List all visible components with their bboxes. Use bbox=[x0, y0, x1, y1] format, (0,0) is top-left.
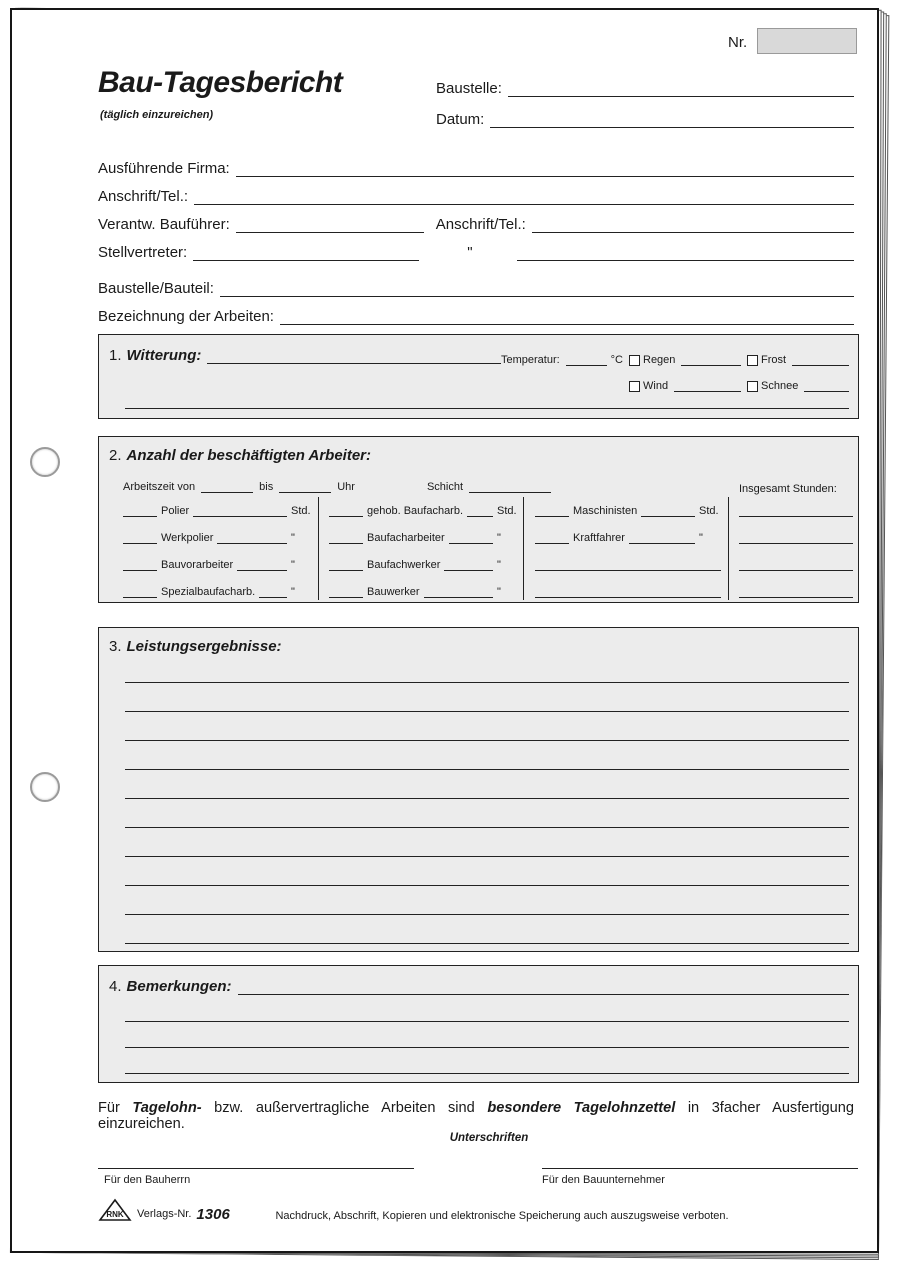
leistung-title-row bbox=[109, 638, 282, 655]
verlag-label: Verlags-Nr. bbox=[137, 1208, 192, 1220]
worker-label: Kraftfahrer bbox=[573, 532, 625, 544]
worker-blank-line[interactable] bbox=[535, 568, 721, 571]
worker-row bbox=[123, 557, 313, 571]
worker-hours-line[interactable] bbox=[641, 514, 695, 517]
worker-unit: " bbox=[699, 532, 703, 544]
leistung-line[interactable] bbox=[125, 711, 849, 712]
worker-count-line[interactable] bbox=[329, 568, 363, 571]
note-part: in 3facher Ausfertigung einzureichen. bbox=[98, 1100, 855, 1132]
worker-hours-line[interactable] bbox=[424, 595, 493, 598]
copyright-notice: Nachdruck, Abschrift, Kopieren und elektronische Speicherung auch auszugsweise verboten. bbox=[275, 1210, 729, 1222]
worker-unit: Std. bbox=[497, 505, 517, 517]
temperatur-label: Temperatur: bbox=[501, 354, 560, 366]
total-hours-row bbox=[739, 557, 853, 571]
form-title: Bau-Tagesbericht bbox=[98, 66, 343, 99]
worker-hours-line[interactable] bbox=[629, 541, 695, 544]
worker-hours-line[interactable] bbox=[467, 514, 493, 517]
schicht-label: Schicht bbox=[426, 481, 464, 493]
worker-label: Maschinisten bbox=[573, 505, 638, 517]
unterschriften-label: Unterschriften bbox=[449, 1132, 529, 1144]
form-page bbox=[10, 8, 879, 1253]
worker-count-line[interactable] bbox=[123, 541, 157, 544]
note-part: bzw. außervertragliche Arbeiten sind bbox=[214, 1100, 475, 1116]
frost-group bbox=[747, 354, 849, 366]
leistung-line[interactable] bbox=[125, 943, 849, 944]
bemerkungen-line[interactable] bbox=[125, 1073, 849, 1074]
leistung-line[interactable] bbox=[125, 856, 849, 857]
leistung-line[interactable] bbox=[125, 885, 849, 886]
nr-input-box[interactable] bbox=[757, 28, 857, 54]
temperatur-line[interactable] bbox=[566, 363, 607, 366]
leistung-line[interactable] bbox=[125, 798, 849, 799]
worker-label: Bauwerker bbox=[367, 586, 420, 598]
worker-unit: " bbox=[291, 586, 295, 598]
worker-hours-line[interactable] bbox=[237, 568, 287, 571]
field-row-bauführer bbox=[98, 216, 854, 233]
bauherr-label: Für den Bauherrn bbox=[104, 1174, 191, 1186]
worker-row bbox=[123, 584, 313, 598]
worker-count-line[interactable] bbox=[329, 541, 363, 544]
bezeichnung-line[interactable] bbox=[280, 322, 854, 325]
worker-row bbox=[535, 530, 721, 544]
leistung-line[interactable] bbox=[125, 769, 849, 770]
bauführer-line[interactable] bbox=[236, 230, 424, 233]
wind-line[interactable] bbox=[674, 389, 741, 392]
column-divider bbox=[728, 497, 729, 600]
arbeiter-title-row bbox=[109, 447, 371, 464]
checkbox-schnee[interactable] bbox=[747, 381, 758, 392]
anschrift2-label: Anschrift/Tel.: bbox=[435, 216, 526, 233]
bezeichnung-label: Bezeichnung der Arbeiten: bbox=[98, 308, 274, 325]
von-line[interactable] bbox=[201, 490, 253, 493]
rnk-logo bbox=[98, 1198, 132, 1222]
section3-number: 3. bbox=[109, 638, 122, 655]
field-row-baustelle bbox=[436, 80, 854, 97]
firma-label: Ausführende Firma: bbox=[98, 160, 230, 177]
total-hours-row bbox=[739, 584, 853, 598]
worker-row bbox=[329, 557, 519, 571]
anschrift3-line[interactable] bbox=[517, 258, 854, 261]
field-row-bauteil bbox=[98, 280, 854, 297]
worker-unit: " bbox=[291, 559, 295, 571]
leistung-line[interactable] bbox=[125, 740, 849, 741]
worker-row bbox=[123, 530, 313, 544]
checkbox-frost[interactable] bbox=[747, 355, 758, 366]
temperatur-group bbox=[501, 354, 623, 366]
section4-title: Bemerkungen: bbox=[126, 978, 232, 995]
leistung-line[interactable] bbox=[125, 682, 849, 683]
section1-number: 1. bbox=[109, 347, 122, 364]
anschrift-label: Anschrift/Tel.: bbox=[98, 188, 189, 205]
worker-label: Bauvorarbeiter bbox=[161, 559, 234, 571]
field-row-firma bbox=[98, 160, 854, 177]
firma-line[interactable] bbox=[236, 174, 854, 177]
total-hours-line[interactable] bbox=[739, 514, 853, 517]
bis-line[interactable] bbox=[279, 490, 331, 493]
schnee-label: Schnee bbox=[761, 380, 799, 392]
note-part-bold: besondere Tagelohnzettel bbox=[487, 1100, 676, 1116]
worker-row bbox=[329, 584, 519, 598]
worker-row bbox=[329, 530, 519, 544]
worker-row-blank bbox=[535, 584, 721, 598]
schnee-line[interactable] bbox=[804, 389, 849, 392]
field-row-anschrift bbox=[98, 188, 854, 205]
worker-unit: " bbox=[497, 559, 501, 571]
punch-hole bbox=[30, 447, 60, 477]
arbeitszeit-row bbox=[123, 481, 551, 493]
worker-label: gehob. Baufacharb. bbox=[367, 505, 464, 517]
worker-unit: " bbox=[497, 532, 501, 544]
worker-hours-line[interactable] bbox=[449, 541, 493, 544]
bauteil-label: Baustelle/Bauteil: bbox=[98, 280, 214, 297]
section3-title: Leistungsergebnisse: bbox=[126, 638, 282, 655]
worker-unit: " bbox=[497, 586, 501, 598]
regen-group bbox=[629, 354, 741, 366]
leistung-line[interactable] bbox=[125, 827, 849, 828]
wind-label: Wind bbox=[643, 380, 669, 392]
datum-label: Datum: bbox=[436, 111, 485, 128]
worker-hours-line[interactable] bbox=[217, 541, 287, 544]
celsius-label: °C bbox=[610, 354, 623, 366]
column-divider bbox=[523, 497, 524, 600]
stellvertreter-label: Stellvertreter: bbox=[98, 244, 188, 261]
arbeitszeit-von-label: Arbeitszeit von bbox=[123, 481, 196, 493]
nr-label: Nr. bbox=[728, 34, 748, 51]
bemerkungen-line[interactable] bbox=[238, 992, 849, 995]
worker-unit: Std. bbox=[291, 505, 311, 517]
schnee-group bbox=[747, 380, 849, 392]
total-hours-line[interactable] bbox=[739, 568, 853, 571]
uhr-label: Uhr bbox=[337, 481, 355, 493]
leistung-line[interactable] bbox=[125, 914, 849, 915]
worker-count-line[interactable] bbox=[329, 514, 363, 517]
wind-group bbox=[629, 380, 741, 392]
witterung-title-row bbox=[109, 347, 501, 364]
section2-title: Anzahl der beschäftigten Arbeiter: bbox=[126, 447, 371, 464]
worker-hours-line[interactable] bbox=[193, 514, 287, 517]
total-hours-row bbox=[739, 530, 853, 544]
frost-label: Frost bbox=[761, 354, 787, 366]
worker-count-line[interactable] bbox=[123, 514, 157, 517]
worker-count-line[interactable] bbox=[123, 568, 157, 571]
worker-unit: Std. bbox=[699, 505, 719, 517]
worker-blank-line[interactable] bbox=[535, 595, 721, 598]
worker-count-line[interactable] bbox=[123, 595, 157, 598]
worker-unit: " bbox=[291, 532, 295, 544]
ditto-mark: " bbox=[467, 244, 473, 261]
section-witterung bbox=[98, 334, 859, 419]
worker-label: Baufachwerker bbox=[367, 559, 441, 571]
bauherr-signature-line[interactable] bbox=[98, 1168, 414, 1169]
worker-count-line[interactable] bbox=[535, 514, 569, 517]
bemerkungen-line[interactable] bbox=[125, 1047, 849, 1048]
worker-row bbox=[535, 503, 721, 517]
schicht-line[interactable] bbox=[469, 490, 551, 493]
column-divider bbox=[318, 497, 319, 600]
section-leistung bbox=[98, 627, 859, 952]
worker-label: Spezialbaufacharb. bbox=[161, 586, 256, 598]
bauführer-label: Verantw. Bauführer: bbox=[98, 216, 230, 233]
tagelohn-note bbox=[98, 1100, 854, 1132]
bis-label: bis bbox=[259, 481, 274, 493]
field-row-datum bbox=[436, 111, 854, 128]
bauunternehmer-signature-line[interactable] bbox=[542, 1168, 858, 1169]
datum-line[interactable] bbox=[490, 125, 854, 128]
worker-label: Baufacharbeiter bbox=[367, 532, 445, 544]
worker-hours-line[interactable] bbox=[444, 568, 493, 571]
rnk-logo-text: RNK bbox=[106, 1210, 124, 1219]
regen-label: Regen bbox=[643, 354, 676, 366]
checkbox-wind[interactable] bbox=[629, 381, 640, 392]
bauteil-line[interactable] bbox=[220, 294, 854, 297]
verlag-number: 1306 bbox=[196, 1206, 230, 1223]
anschrift2-line[interactable] bbox=[532, 230, 854, 233]
field-row-stellvertreter bbox=[98, 244, 854, 261]
total-hours-line[interactable] bbox=[739, 595, 853, 598]
worker-count-line[interactable] bbox=[535, 541, 569, 544]
note-part-bold: Tagelohn- bbox=[132, 1100, 202, 1116]
worker-row bbox=[329, 503, 519, 517]
worker-row bbox=[123, 503, 313, 517]
insgesamt-label: Insgesamt Stunden: bbox=[739, 483, 837, 495]
section1-title: Witterung: bbox=[126, 347, 202, 364]
stellvertreter-line[interactable] bbox=[193, 258, 419, 261]
regen-line[interactable] bbox=[681, 363, 741, 366]
section-arbeiter bbox=[98, 436, 859, 603]
form-subtitle: (täglich einzureichen) bbox=[100, 109, 214, 121]
baustelle-line[interactable] bbox=[508, 94, 854, 97]
total-hours-row bbox=[739, 503, 853, 517]
witterung-extra-line[interactable] bbox=[125, 408, 849, 409]
bauunternehmer-label: Für den Bauunternehmer bbox=[542, 1174, 665, 1186]
total-hours-line[interactable] bbox=[739, 541, 853, 544]
baustelle-label: Baustelle: bbox=[436, 80, 502, 97]
section-bemerkungen bbox=[98, 965, 859, 1083]
note-part: Für bbox=[98, 1100, 120, 1116]
section2-number: 2. bbox=[109, 447, 122, 464]
punch-hole bbox=[30, 772, 60, 802]
worker-label: Werkpolier bbox=[161, 532, 214, 544]
worker-hours-line[interactable] bbox=[259, 595, 287, 598]
checkbox-regen[interactable] bbox=[629, 355, 640, 366]
worker-row-blank bbox=[535, 557, 721, 571]
field-row-bezeichnung bbox=[98, 308, 854, 325]
frost-line[interactable] bbox=[792, 363, 849, 366]
witterung-line[interactable] bbox=[207, 361, 501, 364]
bemerkungen-title-row bbox=[109, 978, 849, 995]
worker-count-line[interactable] bbox=[329, 595, 363, 598]
worker-label: Polier bbox=[161, 505, 190, 517]
bemerkungen-line[interactable] bbox=[125, 1021, 849, 1022]
anschrift-line[interactable] bbox=[194, 202, 854, 205]
section4-number: 4. bbox=[109, 978, 122, 995]
